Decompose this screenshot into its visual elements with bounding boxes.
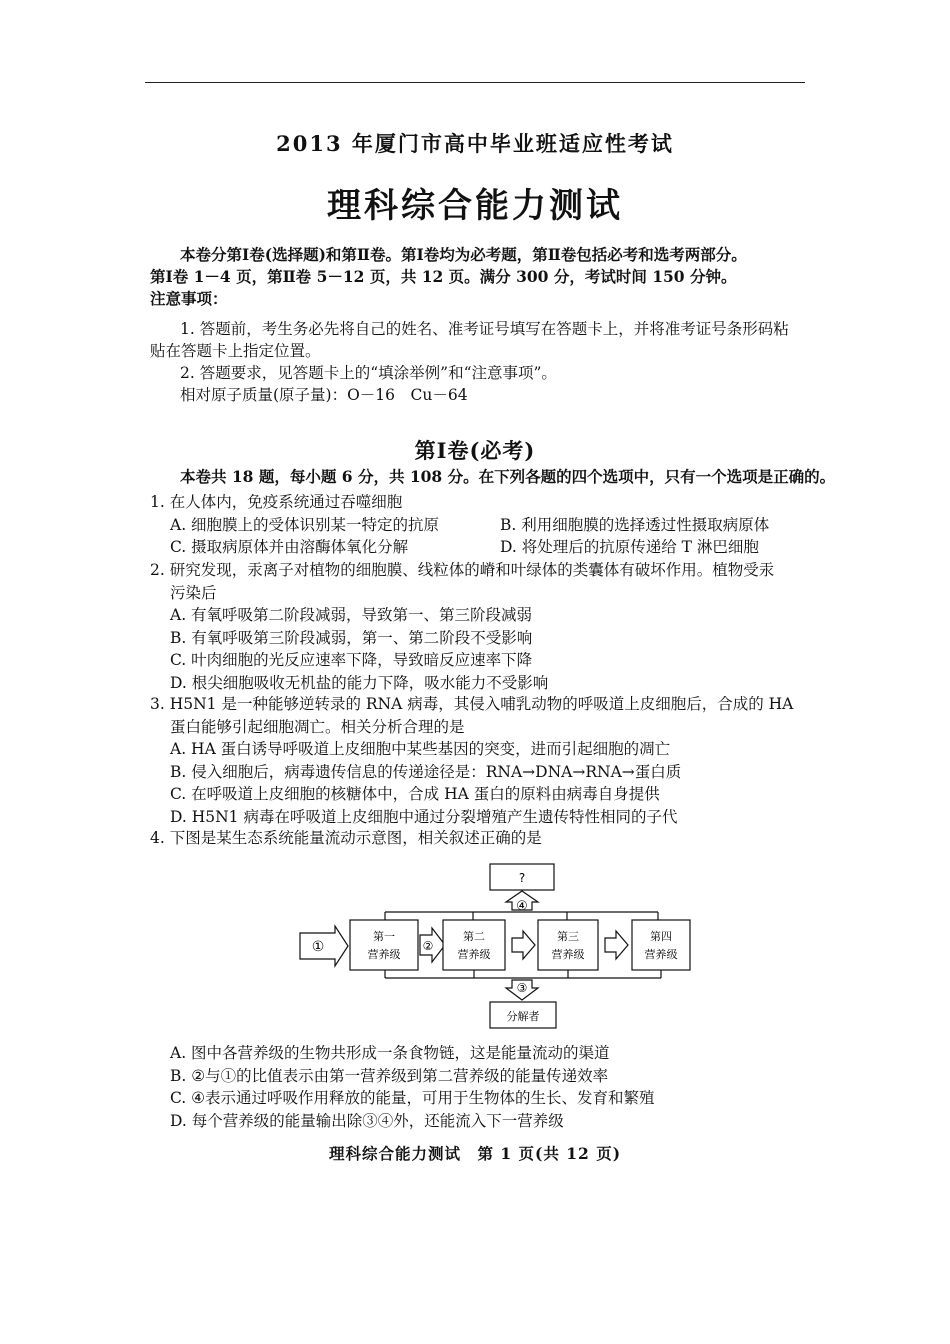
question-1 — [150, 491, 850, 559]
level-4-line-2: 营养级 — [644, 948, 678, 961]
energy-flow-diagram — [290, 860, 710, 1035]
question-1-option-d[interactable]: D. 将处理后的抗原传递给 T 淋巴细胞 — [500, 538, 759, 556]
question-4-option-c[interactable]: C. ④表示通过呼吸作用释放的能量，可用于生物体的生长、发育和繁殖 — [170, 1089, 655, 1107]
top-unknown-label: ? — [518, 871, 526, 885]
decomposer-label: 分解者 — [506, 1010, 540, 1023]
question-2-stem-line-2: 污染后 — [170, 583, 217, 602]
question-4-option-d[interactable]: D. 每个营养级的能量输出除③④外，还能流入下一营养级 — [170, 1111, 564, 1130]
question-1-options-row-2 — [150, 536, 850, 559]
notice-label: 注意事项： — [150, 289, 228, 308]
section-instruction-text: 本卷共 18 题，每小题 6 分，共 108 分。在下列各题的四个选项中，只有一个选项是正确的。 — [180, 467, 836, 486]
exam-title: 2013 年厦门市高中毕业班适应性考试 — [276, 131, 674, 156]
question-4-option-a[interactable]: A. 图中各营养级的生物共形成一条食物链，这是能量流动的渠道 — [170, 1044, 610, 1062]
question-4 — [150, 827, 850, 850]
level-2-box — [443, 920, 505, 970]
question-1-option-a[interactable]: A. 细胞膜上的受体识别某一特定的抗原 — [170, 515, 440, 534]
intro-line-1: 本卷分第Ⅰ卷(选择题)和第Ⅱ卷。第Ⅰ卷均为必考题，第Ⅱ卷包括必考和选考两部分。 — [180, 245, 747, 264]
intro-block — [150, 244, 850, 310]
question-4-stem: 4. 下图是某生态系统能量流动示意图，相关叙述正确的是 — [150, 829, 542, 847]
arrow-2-label: ② — [422, 939, 434, 953]
question-4-options — [150, 1042, 850, 1132]
question-2-option-c[interactable]: C. 叶肉细胞的光反应速率下降，导致暗反应速率下降 — [170, 651, 533, 669]
question-4-option-b[interactable]: B. ②与①的比值表示由第一营养级到第二营养级的能量传递效率 — [170, 1066, 609, 1085]
question-3-stem-line-2: 蛋白能够引起细胞凋亡。相关分析合理的是 — [170, 717, 465, 736]
level-4-box — [632, 920, 690, 970]
section-title: 第Ⅰ卷(必考) — [414, 438, 536, 463]
question-2-option-b[interactable]: B. 有氧呼吸第三阶段减弱，第一、第二阶段不受影响 — [170, 628, 533, 647]
notice-1-line-1: 1. 答题前，考生务必先将自己的姓名、准考证号填写在答题卡上，并将准考证号条形码粘 — [180, 320, 789, 338]
question-2-option-d[interactable]: D. 根尖细胞吸收无机盐的能力下降，吸水能力不受影响 — [170, 673, 549, 692]
arrow-3-label: ③ — [516, 981, 528, 995]
question-3-option-d[interactable]: D. H5N1 病毒在呼吸道上皮细胞中通过分裂增殖产生遗传特性相同的子代 — [170, 807, 678, 826]
level-1-box — [350, 920, 418, 970]
atomic-mass: 相对原子质量(原子量)：O－16 Cu－64 — [180, 386, 468, 404]
level-4-line-1: 第四 — [650, 930, 672, 943]
subject-title: 理科综合能力测试 — [327, 186, 623, 226]
top-rule — [145, 82, 805, 83]
section-instruction — [150, 466, 850, 488]
question-3-option-c[interactable]: C. 在呼吸道上皮细胞的核糖体中，合成 HA 蛋白的原料由病毒自身提供 — [170, 785, 660, 803]
question-3 — [150, 693, 850, 828]
question-1-options-row-1 — [150, 514, 850, 537]
question-3-option-b[interactable]: B. 侵入细胞后，病毒遗传信息的传递途径是：RNA→DNA→RNA→蛋白质 — [170, 762, 682, 781]
question-1-stem: 1. 在人体内，免疫系统通过吞噬细胞 — [150, 493, 403, 511]
notice-1-line-2: 贴在答题卡上指定位置。 — [150, 342, 321, 360]
level-2-line-2: 营养级 — [457, 948, 491, 961]
question-2-option-a[interactable]: A. 有氧呼吸第二阶段减弱，导致第一、第三阶段减弱 — [170, 606, 533, 624]
question-1-option-c[interactable]: C. 摄取病原体并由溶酶体氧化分解 — [170, 538, 409, 556]
notice-2: 2. 答题要求，见答题卡上的“填涂举例”和“注意事项”。 — [180, 364, 557, 382]
level-3-line-2: 营养级 — [551, 948, 585, 961]
level-3-box — [538, 920, 598, 970]
input-arrow-1-label: ① — [311, 939, 325, 955]
question-2 — [150, 559, 850, 694]
page-footer: 理科综合能力测试 第 1 页(共 12 页) — [328, 1144, 622, 1163]
level-2-line-1: 第二 — [463, 930, 485, 943]
question-3-option-a[interactable]: A. HA 蛋白诱导呼吸道上皮细胞中某些基因的突变，进而引起细胞的凋亡 — [170, 740, 671, 758]
question-2-stem-line-1: 2. 研究发现，汞离子对植物的细胞膜、线粒体的嵴和叶绿体的类囊体有破坏作用。植物受汞 — [150, 561, 775, 579]
arrow-4-label: ④ — [516, 899, 528, 914]
question-3-stem-line-1: 3. H5N1 是一种能够逆转录的 RNA 病毒，其侵入哺乳动物的呼吸道上皮细胞后，合成的 HA — [150, 695, 794, 713]
arrow-level-3-4-icon — [605, 931, 628, 959]
level-1-line-1: 第一 — [373, 930, 395, 943]
level-3-line-1: 第三 — [557, 930, 579, 943]
arrow-level-2-3-icon — [512, 931, 535, 959]
intro-line-2: 第Ⅰ卷 1－4 页，第Ⅱ卷 5－12 页，共 12 页。满分 300 分，考试时间 150 分钟。 — [150, 267, 737, 286]
notice-block — [150, 318, 850, 406]
question-1-option-b[interactable]: B. 利用细胞膜的选择透过性摄取病原体 — [500, 515, 770, 534]
level-1-line-2: 营养级 — [367, 948, 401, 961]
